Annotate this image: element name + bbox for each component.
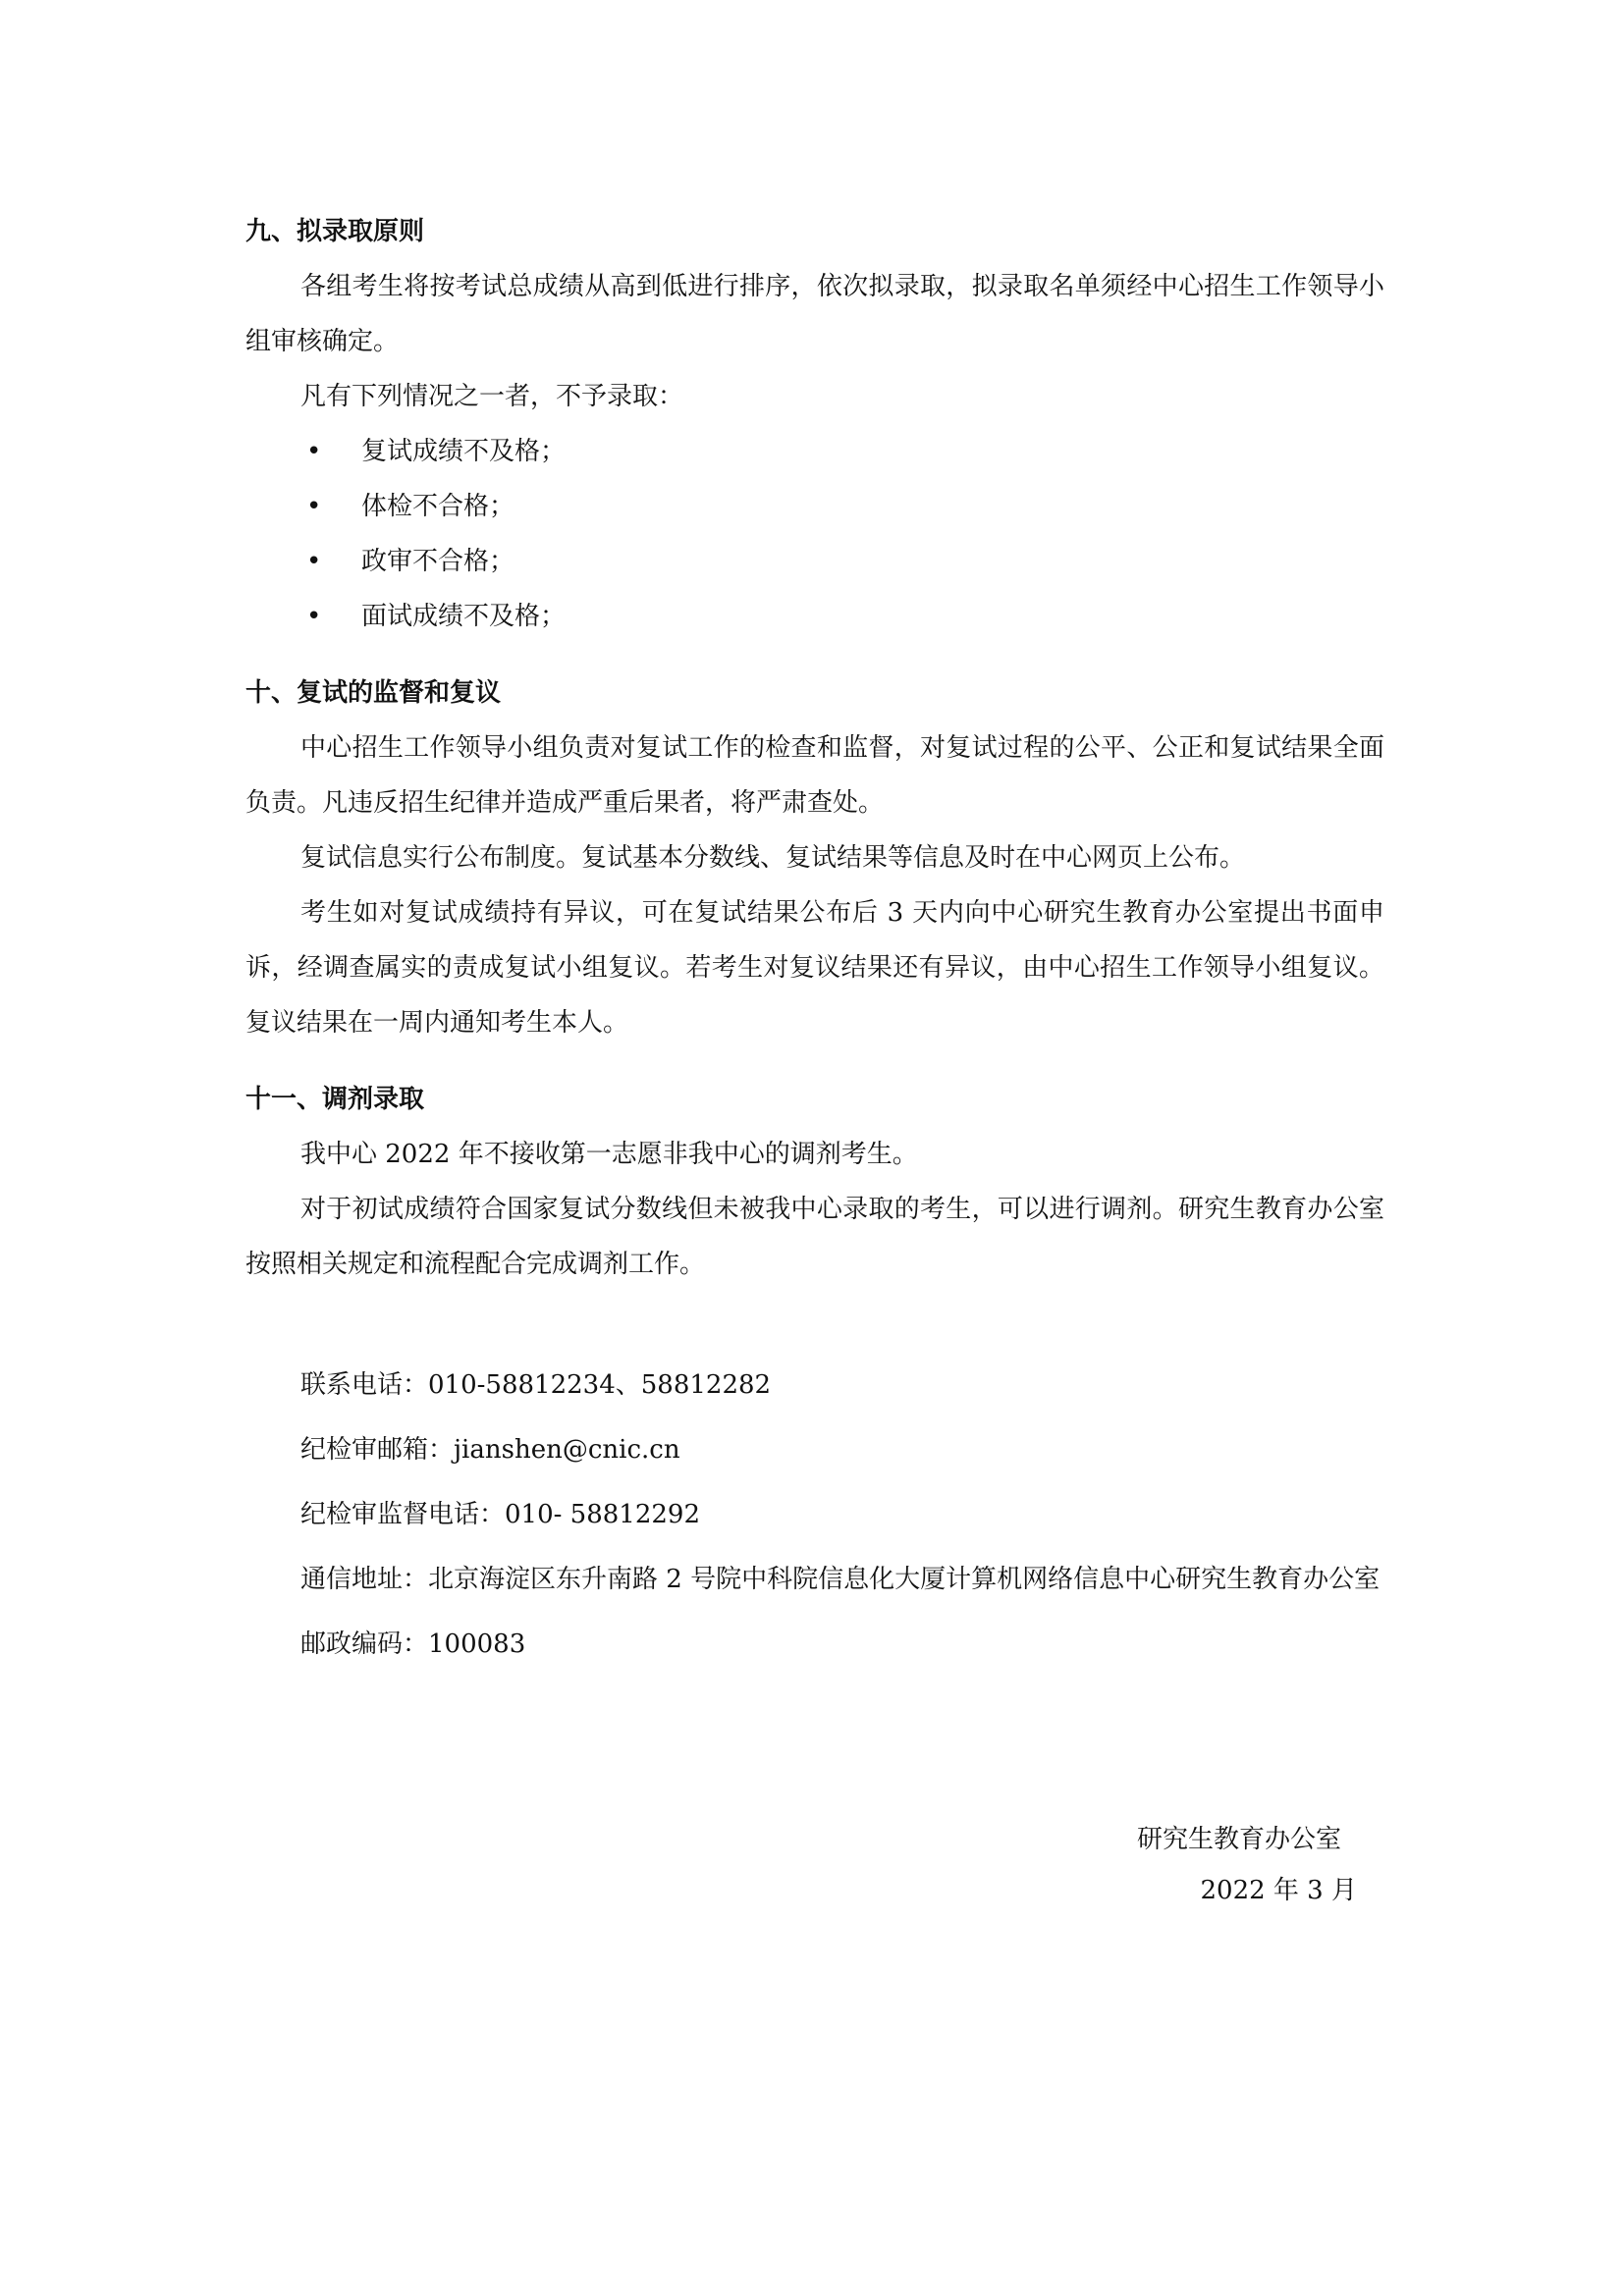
list-item: [245, 589, 1384, 644]
bullet-icon: •: [306, 602, 322, 631]
bullet-icon: •: [306, 492, 322, 521]
contact-email: 纪检审邮箱：jianshen@cnic.cn: [300, 1435, 680, 1465]
signature-office: 研究生教育办公室: [1136, 1825, 1341, 1854]
paragraph: 中心招生工作领导小组负责对复试工作的检查和监督，对复试过程的公平、公正和复试结果全面负责。凡违反招生纪律并造成严重后果者，将严肃查处。: [245, 733, 1384, 818]
contact-supervision-phone: 纪检审监督电话：010- 58812292: [300, 1500, 701, 1529]
paragraph: 复试信息实行公布制度。复试基本分数线、复试结果等信息及时在中心网页上公布。: [300, 843, 1246, 873]
section-heading: 九、拟录取原则: [245, 217, 425, 246]
contact-postcode: 邮政编码：100083: [300, 1629, 526, 1659]
paragraph: 我中心 2022 年不接收第一志愿非我中心的调剂考生。: [300, 1140, 918, 1169]
rejection-conditions-list: [245, 424, 1384, 644]
signature-date: 2022 年 3 月: [1200, 1876, 1357, 1905]
section-heading: 十一、调剂录取: [245, 1085, 425, 1114]
section-supervision-review: [245, 673, 1384, 1050]
list-item: [245, 479, 1384, 534]
signature-block: [1137, 1814, 1357, 1916]
list-item-text: 复试成绩不及格；: [361, 437, 567, 466]
paragraph: 凡有下列情况之一者，不予录取：: [300, 382, 684, 411]
section-adjustment-admission: [245, 1080, 1384, 1292]
paragraph: 考生如对复试成绩持有异议，可在复试结果公布后 3 天内向中心研究生教育办公室提出书面申诉，经调查属实的责成复试小组复议。若考生对复议结果还有异议，由中心招生工作领导小组复议。复议结果在一周内通知考生本人。: [245, 898, 1384, 1038]
list-item: [245, 534, 1384, 589]
document-body: [245, 212, 1384, 1677]
list-item: [245, 424, 1384, 479]
contact-phone: 联系电话：010-58812234、58812282: [300, 1370, 772, 1400]
bullet-icon: •: [306, 547, 322, 576]
list-item-text: 政审不合格；: [361, 547, 515, 576]
list-item-text: 面试成绩不及格；: [361, 602, 567, 631]
list-item-text: 体检不合格；: [361, 492, 515, 521]
bullet-icon: •: [306, 437, 322, 466]
contact-info: [245, 1353, 1384, 1677]
paragraph: 对于初试成绩符合国家复试分数线但未被我中心录取的考生，可以进行调剂。研究生教育办公室按照相关规定和流程配合完成调剂工作。: [245, 1195, 1384, 1279]
paragraph: 各组考生将按考试总成绩从高到低进行排序，依次拟录取，拟录取名单须经中心招生工作领导小组审核确定。: [245, 272, 1384, 356]
section-admission-principles: [245, 212, 1384, 644]
contact-address: 通信地址：北京海淀区东升南路 2 号院中科院信息化大厦计算机网络信息中心研究生教育办公室: [300, 1565, 1380, 1594]
section-heading: 十、复试的监督和复议: [245, 678, 502, 708]
